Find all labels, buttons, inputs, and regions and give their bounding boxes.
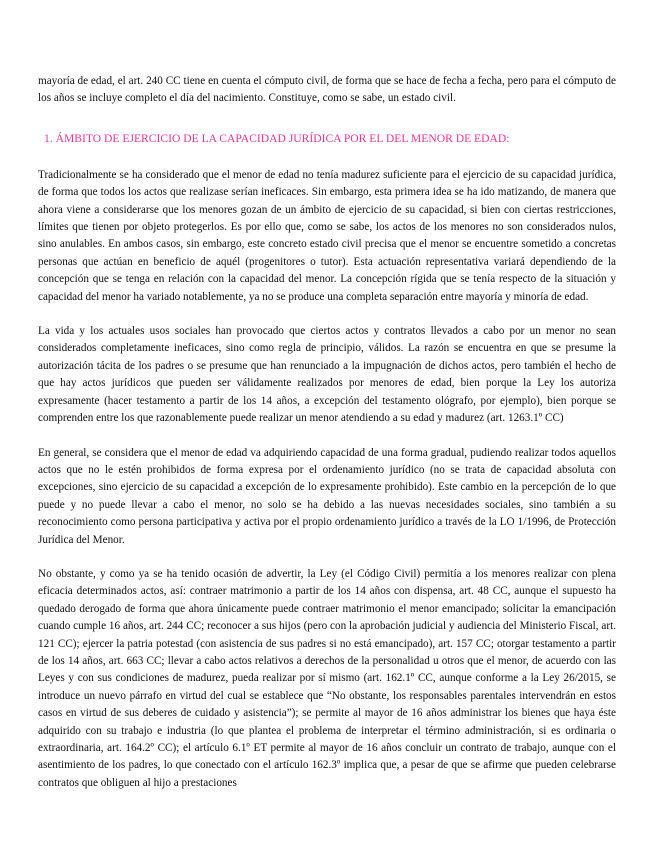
body-paragraph-4: No obstante, y como ya se ha tenido ocasión de advertir, la Ley (el Código Civil) permitía a los menores realizar con plena eficacia determinados actos, así: contraer matrimonio a partir de los 14 años con dispensa, art. 48 CC, aunque el supuesto ha quedado derogado de forma que ahora únicamente puede contraer matrimonio el menor emancipado; solicitar la emancipación cuando cumple 16 años, art. 244 CC; reconocer a sus hijos (pero con la aprobación judicial y audiencia del Ministerio Fiscal, art. 121 CC); ejercer la patria potestad (con asistencia de sus padres si no está emancipado), art. 157 CC; otorgar testamento a partir de los 14 años, art. 663 CC; llevar a cabo actos relativos a derechos de la personalidad u otros que el menor, de acuerdo con las Leyes y con sus condiciones de madurez, pueda realizar por sí mismo (art. 162.1º CC, aunque conforme a la Ley 26/2015, se introduce un nuevo párrafo en virtud del cual se establece que “No obstante, los responsables parentales intervendrán en estos casos en virtud de sus deberes de cuidado y asistencia”); se permite al mayor de 16 años administrar los bienes que haya éste adquirido con su trabajo e industria (lo que plantea el problema de interpretar el término administración, si es ordinaria o extraordinaria, art. 164.2º CC); el artículo 6.1º ET permite al mayor de 16 años concluir un contrato de trabajo, aunque con el asentimiento de los padres, lo que conectado con el artículo 162.3º implica que, a pesar de que se afirme que pueden celebrarse contratos que obliguen al hijo a prestaciones — [38, 567, 616, 789]
body-paragraph-1: Tradicionalmente se ha considerado que el menor de edad no tenía madurez suficiente para el ejercicio de su capacidad jurídica, de forma que todos los actos que realizase serían ineficaces. Sin embargo, esta primera idea se ha ido matizando, de manera que ahora viene a considerarse que los menores gozan de un ámbito de ejercicio de su capacidad, si bien con ciertas restricciones, límites que tienen por objeto protegerlos. Es por ello que, como se sabe, los actos de los menores no son considerados nulos, sino anulables. En ambos casos, sin embargo, este concreto estado civil precisa que el menor se encuentre sometido a concretas personas que actúan en beneficio de aquél (progenitores o tutor). Esta actuación representativa variará dependiendo de la concepción que se tenga en relación con la capacidad del menor. La concepción rígida que se tenía respecto de la situación y capacidad del menor ha variado notablemente, ya no se produce una completa separación entre mayoría y minoría de edad. — [38, 168, 616, 303]
body-paragraph-3: En general, se considera que el menor de edad va adquiriendo capacidad de una forma gradual, pudiendo realizar todos aquellos actos que no le estén prohibidos de forma expresa por el ordenamiento jurídico (no se trata de capacidad absoluta con excepciones, sino ejercicio de su capacidad a excepción de lo expresamente prohibido). Este cambio en la percepción de lo que puede y no puede llevar a cabo el menor, no solo se ha debido a las nuevas necesidades sociales, sino también a su reconocimiento como persona participativa y activa por el propio ordenamiento jurídico a través de la LO 1/1996, de Protección Jurídica del Menor. — [38, 446, 616, 546]
document-page — [38, 73, 616, 792]
section-heading: 1. ÁMBITO DE EJERCICIO DE LA CAPACIDAD JURÍDICA POR EL DEL MENOR DE EDAD: — [44, 131, 510, 145]
intro-paragraph: mayoría de edad, el art. 240 CC tiene en cuenta el cómputo civil, de forma que se hace de fecha a fecha, pero para el cómputo de los años se incluye completo el día del nacimiento. Constituye, como se sabe, un estado civil. — [38, 75, 616, 105]
body-paragraph-2: La vida y los actuales usos sociales han provocado que ciertos actos y contratos llevados a cabo por un menor no sean considerados completamente ineficaces, sino como regla de principio, válidos. La razón se encuentra en que se presume la autorización tácita de los padres o se presume que han renunciado a la impugnación de dichos actos, pero también el hecho de que hay actos jurídicos que pueden ser válidamente realizados por menores de edad, bien porque la Ley los autoriza expresamente (hacer testamento a partir de los 14 años, a excepción del testamento ológrafo, por ejemplo), bien porque se comprenden entre los que razonablemente puede realizar un menor atendiendo a su edad y madurez (art. 1263.1º CC) — [38, 325, 616, 425]
